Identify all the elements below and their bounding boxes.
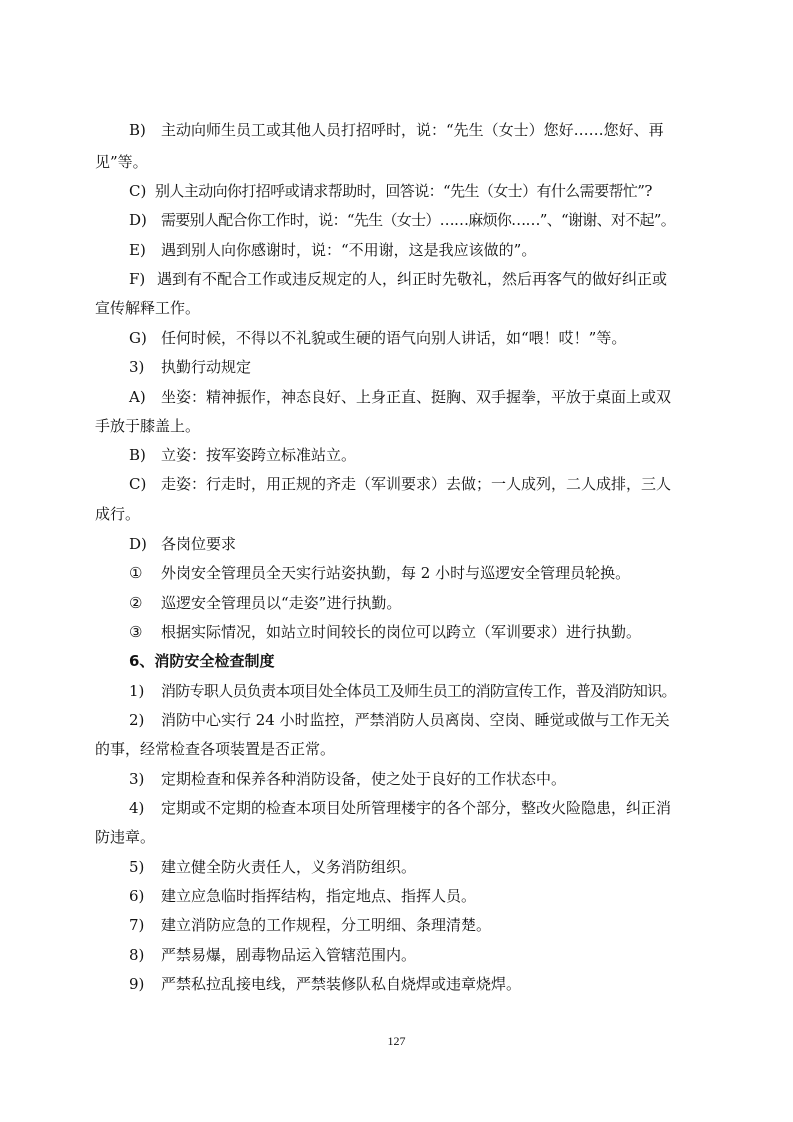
paragraph-line [0,619,793,645]
line-text: 定期检查和保养各种消防设备，使之处于良好的工作状态中。 [161,770,567,788]
item-marker: ① [129,564,143,582]
paragraph-line [0,707,793,733]
line-text: 根据实际情况，如站立时间较长的岗位可以跨立（军训要求）进行执勤。 [161,623,642,641]
item-marker: C) [129,182,147,200]
item-marker: A) [129,388,146,406]
line-text: 坐姿：精神振作，神态良好、上身正直、挺胸、双手握拳，平放于桌面上或双 [161,388,672,406]
item-marker: B) [129,121,146,139]
item-marker: 6) [129,887,145,905]
paragraph-line [0,442,793,468]
line-text: 走姿：行走时，用正规的齐走（军训要求）去做；一人成列，二人成排，三人 [161,475,672,493]
line-text: 防违章。 [95,828,156,846]
paragraph-line [0,149,793,175]
line-text: 巡逻安全管理员以“走姿”进行执勤。 [161,594,402,612]
line-text: 别人主动向你打招呼或请求帮助时，回答说：“先生（女士）有什么需要帮忙”? [155,182,652,200]
item-marker: 3) [129,358,145,376]
line-text: 成行。 [95,505,141,523]
line-text: 消防专职人员负责本项目处全体员工及师生员工的消防宣传工作，普及消防知识。 [161,682,676,700]
item-marker: 8) [129,946,145,964]
line-text: 的事，经常检查各项装置是否正常。 [95,740,336,758]
line-text: 各岗位要求 [161,535,237,553]
paragraph-line [0,678,793,704]
paragraph-line [0,912,793,938]
line-text: 遇到有不配合工作或违反规定的人，纠正时先敬礼，然后再客气的做好纠正或 [157,270,668,288]
item-marker: E) [129,241,146,259]
section-heading [0,648,793,674]
item-marker: F) [129,270,146,288]
line-text: 见”等。 [95,153,148,171]
paragraph-line [0,736,793,762]
paragraph-line [0,354,793,380]
item-marker: C) [129,475,147,493]
section-heading-text: 6、消防安全检查制度 [129,652,275,670]
line-text: 消防中心实行 24 小时监控，严禁消防人员离岗、空岗、睡觉或做与工作无关 [161,711,670,729]
item-marker: 2) [129,711,145,729]
line-text: 建立应急临时指挥结构，指定地点、指挥人员。 [161,887,477,905]
paragraph-line [0,883,793,909]
item-marker: B) [129,446,146,464]
paragraph-line [0,824,793,850]
item-marker: 5) [129,858,145,876]
paragraph-line [0,501,793,527]
line-text: 需要别人配合你工作时，说：“先生（女士）……麻烦你……”、“谢谢、对不起”。 [161,211,676,229]
paragraph-line [0,178,793,204]
line-text: 任何时候，不得以不礼貌或生硬的语气向别人讲话，如“喂！哎！”等。 [161,329,627,347]
paragraph-line [0,325,793,351]
line-text: 遇到别人向你感谢时，说：“不用谢，这是我应该做的”。 [161,241,537,259]
item-marker: 4) [129,799,145,817]
paragraph-line [0,560,793,586]
line-text: 严禁私拉乱接电线，严禁装修队私自烧焊或违章烧焊。 [161,975,522,993]
item-marker: 1) [129,682,145,700]
item-marker: ② [129,594,143,612]
paragraph-line [0,237,793,263]
item-marker: 7) [129,916,145,934]
paragraph-line [0,942,793,968]
paragraph-line [0,471,793,497]
paragraph-line [0,295,793,321]
line-text: 手放于膝盖上。 [95,417,201,435]
item-marker: ③ [129,623,143,641]
paragraph-line [0,531,793,557]
item-marker: 9) [129,975,145,993]
line-text: 严禁易爆，剧毒物品运入管辖范围内。 [161,946,417,964]
paragraph-line [0,207,793,233]
line-text: 主动向师生员工或其他人员打招呼时，说：“先生（女士）您好……您好、再 [161,121,664,139]
paragraph-line [0,266,793,292]
paragraph-line [0,971,793,997]
paragraph-line [0,413,793,439]
item-marker: D) [129,535,147,553]
line-text: 建立健全防火责任人，义务消防组织。 [161,858,417,876]
line-text: 建立消防应急的工作规程，分工明细、条理清楚。 [161,916,492,934]
line-text: 外岗安全管理员全天实行站姿执勤，每 2 小时与巡逻安全管理员轮换。 [161,564,631,582]
line-text: 宣传解释工作。 [95,299,201,317]
paragraph-line [0,384,793,410]
line-text: 立姿：按军姿跨立标准站立。 [161,446,357,464]
line-text: 执勤行动规定 [161,358,252,376]
page-number: 127 [387,1034,406,1048]
item-marker: 3) [129,770,145,788]
paragraph-line [0,854,793,880]
line-text: 定期或不定期的检查本项目处所管理楼宇的各个部分，整改火险隐患，纠正消 [161,799,672,817]
paragraph-line [0,590,793,616]
paragraph-line [0,795,793,821]
item-marker: G) [129,329,147,347]
item-marker: D) [129,211,147,229]
paragraph-line [0,766,793,792]
paragraph-line [0,117,793,143]
